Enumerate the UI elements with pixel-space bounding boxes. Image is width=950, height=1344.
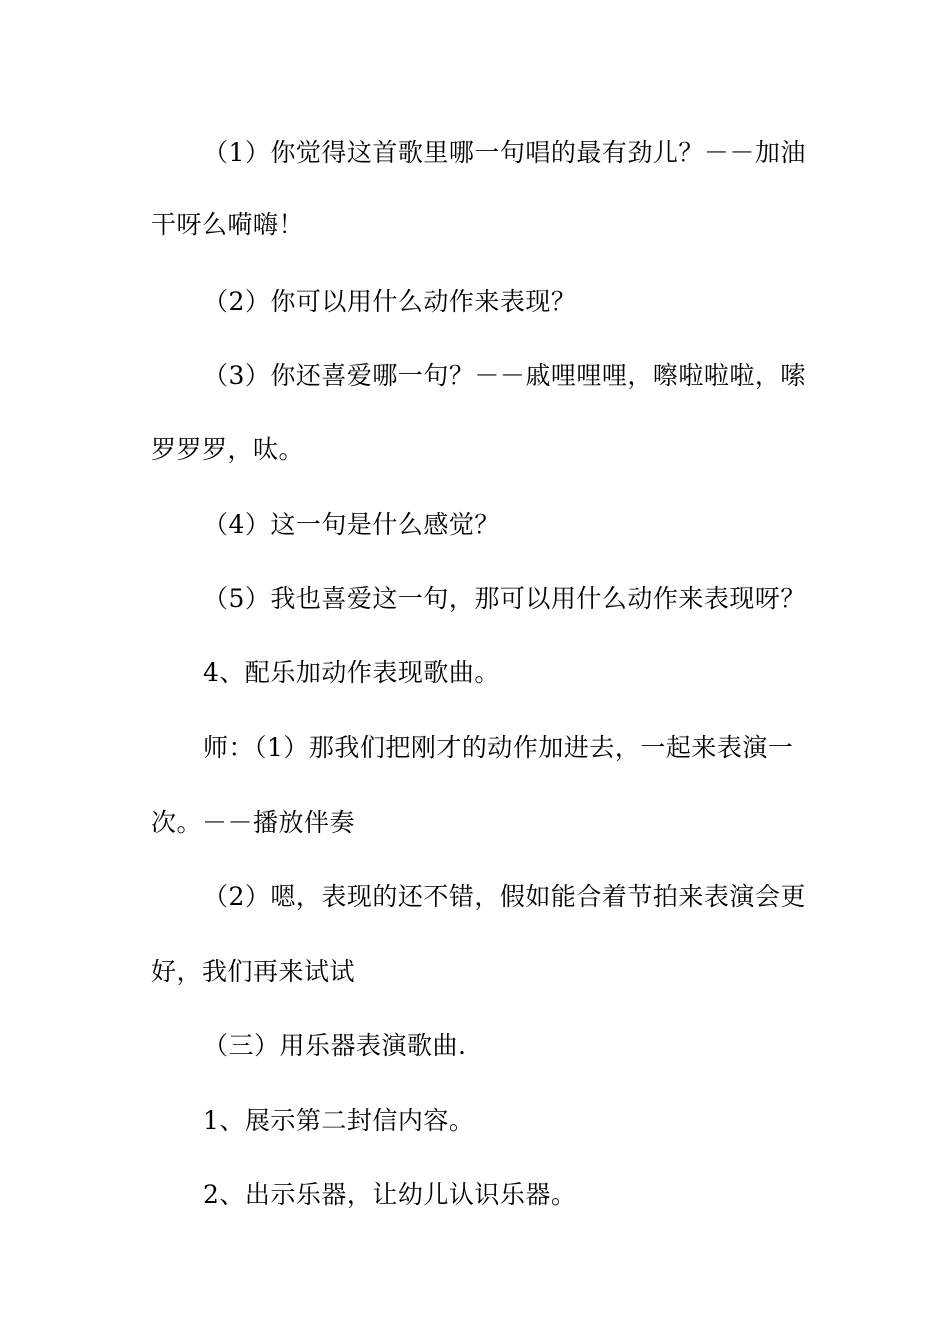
paragraph-line: （5）我也喜爱这一句，那可以用什么动作来表现呀？ xyxy=(203,584,806,613)
paragraph-line: 次。－－播放伴奏 xyxy=(151,808,356,837)
paragraph-line: 2、出示乐器，让幼儿认识乐器。 xyxy=(203,1180,577,1209)
paragraph-line: 好，我们再来试试 xyxy=(151,957,356,986)
paragraph-line: 干呀么嗬嗨！ xyxy=(151,210,305,239)
paragraph-line: （2）你可以用什么动作来表现？ xyxy=(203,287,577,316)
paragraph-line: （4）这一句是什么感觉？ xyxy=(203,510,500,539)
paragraph-line: 罗罗罗，呔。 xyxy=(151,435,305,464)
paragraph-line: （2）嗯，表现的还不错，假如能合着节拍来表演会更 xyxy=(203,882,806,911)
paragraph-line: （3）你还喜爱哪一句？－－戚哩哩哩，嚓啦啦啦，嗦 xyxy=(203,361,806,390)
section-heading: （三）用乐器表演歌曲. xyxy=(203,1031,467,1060)
paragraph-line: 师：（1）那我们把刚才的动作加进去，一起来表演一 xyxy=(203,733,794,762)
paragraph-line: （1）你觉得这首歌里哪一句唱的最有劲儿？－－加油 xyxy=(203,138,806,167)
paragraph-line: 4、配乐加动作表现歌曲。 xyxy=(203,658,500,687)
paragraph-line: 1、展示第二封信内容。 xyxy=(203,1106,475,1135)
